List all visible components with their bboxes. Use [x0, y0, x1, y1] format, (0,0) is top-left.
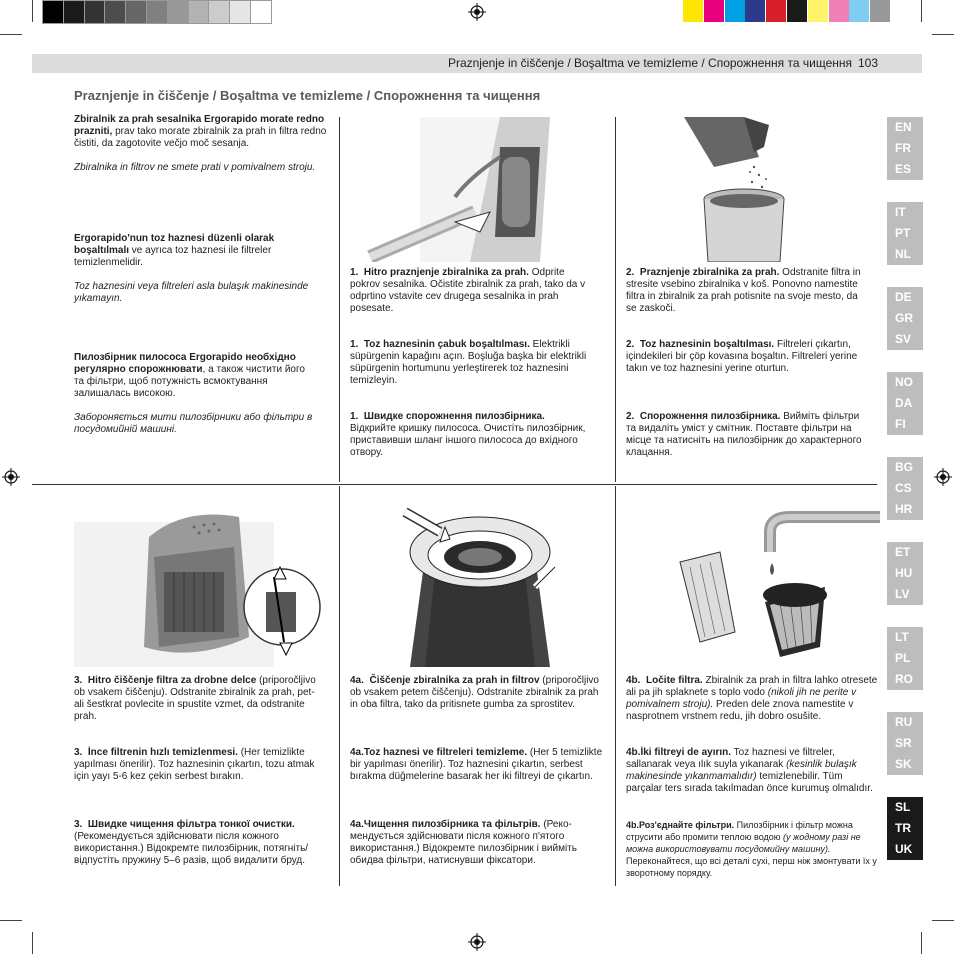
language-code: DA [895, 396, 913, 410]
crop-mark [921, 0, 922, 22]
language-code: PT [895, 226, 911, 240]
step-4b-sl: 4b. Ločite filtra. Zbiralnik za prah in filtra lahko otresete ali pa jih splaknete s toplo vodo (nikoli jih ne perite v pomivalnem stroju). Preden dele znova namestite v nasprotnem vrstnem redu, jih dobro osušite. [626, 675, 878, 722]
color-swatch [829, 0, 849, 22]
step-2-uk: 2. Спорожнення пилозбірника. Вийміть фільтри та видаліть уміст у смітник. Поставте фільтри на місце та натисніть на пилозбірник до характерного клацання. [626, 411, 862, 458]
color-swatch [725, 0, 745, 22]
step-1-uk: 1. Швидке спорожнення пилозбірника. Відкрийте кришку пилососа. Очистіть пилозбірник, приставивши шланг іншого пилососа до вхідного отвору. [350, 411, 586, 458]
language-group-tab[interactable] [887, 542, 923, 605]
language-code: IT [895, 205, 906, 219]
language-code: LV [895, 587, 910, 601]
column-divider [339, 117, 340, 482]
step-2-sl: 2. Praznjenje zbiralnika za prah. Odstranite filtra in stresite vsebino zbiralnika v koš. Ponovno namestite filtra in zbiralnik za prah potisnite na svoje mesto, da se zaskoči. [626, 267, 861, 314]
language-code: FI [895, 417, 906, 431]
language-code: RU [895, 715, 913, 729]
gray-swatch [250, 0, 272, 24]
language-code: HR [895, 502, 913, 516]
step-3-uk: 3. Швидке чищення фільтра тонкої очистки. (Рекомендується здійснювати після кожного використання.) Відокремте пилозбірник, потягніть/відпустіть пружину 5–6 разів, щоб видалити бруд. [74, 819, 309, 866]
crop-mark [932, 920, 954, 921]
step-2-tr: 2. Toz haznesinin boşaltılması. Filtreleri çıkartın, içindekileri bir çöp kovasına boşaltın. Filtreleri yerine takın ve toz haznesini yerine oturtun. [626, 339, 858, 374]
illustration-fine-filter-spring [74, 497, 330, 667]
step-4a-uk: 4a.Чищення пилозбірника та фільтрів. (Реко-мендується здійснювати після кожного п'ятого використання.) Відокремте пилозбірник і вийміть обидва фільтри, натиснувши фіксатори. [350, 819, 577, 866]
crop-mark [32, 0, 33, 22]
gray-swatch [146, 0, 168, 24]
crop-mark [932, 34, 954, 35]
illustration-filter-release [385, 497, 575, 667]
registration-mark-icon [2, 468, 20, 486]
language-code: DE [895, 290, 912, 304]
gray-swatch [188, 0, 210, 24]
language-code: ET [895, 545, 911, 559]
color-swatch [870, 0, 890, 22]
gray-swatch [125, 0, 147, 24]
gray-swatch [208, 0, 230, 24]
language-code: HU [895, 566, 913, 580]
language-group-tab[interactable] [887, 457, 923, 520]
language-code: FR [895, 141, 911, 155]
column-divider [339, 486, 340, 886]
language-code: SK [895, 757, 912, 771]
language-group-tab[interactable] [887, 287, 923, 350]
running-header-text: Praznjenje in čiščenje / Boşaltma ve temizleme / Спорожнення та чищення [447, 56, 852, 70]
color-swatch [808, 0, 828, 22]
color-swatch [745, 0, 765, 22]
intro-uk-note: Забороняється мити пилозбірники або фільтри в посудомийній машині. [74, 412, 313, 435]
step-1-sl: 1. Hitro praznjenje zbiralnika za prah. Odprite pokrov sesalnika. Očistite zbiralnik za prah, tako da v odprtino vstavite cev drugega sesalnika in prah posesate. [350, 267, 586, 314]
language-code: SL [895, 800, 911, 814]
step-4a-tr: 4a.Toz haznesi ve filtreleri temizleme. (Her 5 temizlikte bir yapılması önerilir). Toz haznesini çıkartın, serbest bırakma düğmelerine basarak her iki filtreyi de çıkartın. [350, 747, 603, 782]
intro-sl-bold: Zbiralnik za prah sesalnika Ergorapido morate redno prazniti, [74, 114, 325, 137]
page-title: Praznjenje in čiščenje / Boşaltma ve temizleme / Спорожнення та чищення [74, 88, 541, 103]
language-code: PL [895, 651, 911, 665]
column-divider [615, 117, 616, 482]
language-code: UK [895, 842, 913, 856]
illustration-empty-into-bin [684, 117, 804, 262]
step-4a-sl: 4a. Čiščenje zbiralnika za prah in filtrov (priporočljivo ob vsakem petem čiščenju). Odstranite zbiralnik za prah in oba filtra, tako da pritisnete gumba za sprostitev. [350, 675, 599, 710]
crop-mark [921, 932, 922, 954]
intro-sl [74, 114, 330, 150]
language-group-tab[interactable] [887, 372, 923, 435]
language-code: NL [895, 247, 911, 261]
language-code: TR [895, 821, 911, 835]
gray-swatch [84, 0, 106, 24]
gray-swatch [229, 0, 251, 24]
intro-sl-text: prav tako morate zbiralnik za prah in filtra redno čistiti, da zagotovite večjo moč sesanja. [74, 126, 327, 149]
intro-sl-note: Zbiralnika in filtrov ne smete prati v pomivalnem stroju. [74, 162, 316, 173]
page-number: 103 [857, 56, 878, 70]
language-code: SV [895, 332, 912, 346]
column-divider [615, 486, 616, 886]
registration-mark-icon [468, 3, 486, 21]
language-code: GR [895, 311, 913, 325]
illustration-filters-rinse [670, 497, 880, 667]
language-code: BG [895, 460, 913, 474]
step-4b-uk: 4b.Роз'єднайте фільтри. Пилозбірник і фільтр можна струсити або промити теплою водою (у жодному разі не можна використовувати посудомийну машину). Переконайтеся, що всі деталі сухі, перш ніж змонтувати їх у зворотному порядку. [626, 820, 877, 878]
language-group-tab[interactable] [887, 712, 923, 775]
intro-tr-bold: Ergorapido'nun toz haznesi düzenli olarak boşaltılmalı [74, 233, 275, 256]
running-header [32, 54, 922, 73]
registration-mark-icon [934, 468, 952, 486]
illustration-open-lid-vacuum [350, 117, 606, 262]
intro-uk [74, 352, 314, 400]
gray-swatch [104, 0, 126, 24]
language-group-tab[interactable] [887, 627, 923, 690]
language-code: NO [895, 375, 913, 389]
language-code: SR [895, 736, 912, 750]
gray-swatch [167, 0, 189, 24]
step-3-tr: 3. İnce filtrenin hızlı temizlenmesi. (Her temizlikte yapılması önerilir). Toz haznesinin çıkartın, tozu atmak için yayı 5-6 kez çekin serbest bırakın. [74, 747, 315, 782]
crop-mark [0, 34, 22, 35]
intro-tr [74, 233, 314, 269]
color-swatch [704, 0, 724, 22]
row-divider [32, 484, 877, 485]
step-3-sl: 3. Hitro čiščenje filtra za drobne delce (priporočljivo ob vsakem čiščenju). Odstranite zbiralnik za prah, pet- ali šestkrat povlecite in spustite vzmet, da odstranite prah. [74, 675, 316, 722]
language-code: ES [895, 162, 912, 176]
gray-swatch [42, 0, 64, 24]
language-code: LT [895, 630, 909, 644]
intro-uk-text: , а також чистити його та фільтри, щоб потужність всмоктування залишалась високою. [74, 364, 305, 399]
gray-swatch [63, 0, 85, 24]
color-swatch [787, 0, 807, 22]
language-group-tab[interactable] [887, 797, 923, 860]
step-4b-tr: 4b.İki filtreyi de ayırın. Toz haznesi ve filtreler, sallanarak veya ılık suyla yıkanarak (kesinlik bulaşık makinesinde yıkanmamalıdır) temizlenebilir. Tüm parçalar ters sırada takılmadan önce kurumuş olmalıdır. [626, 747, 873, 794]
color-swatch [766, 0, 786, 22]
step-1-tr: 1. Toz haznesinin çabuk boşaltılması. Elektrikli süpürgenin kapağını açın. Boşluğa başka bir elektrikli süpürgenin hortumunu yerleştirerek toz haznesini temizleyin. [350, 339, 587, 386]
intro-tr-note: Toz haznesini veya filtreleri asla bulaşık makinesinde yıkamayın. [74, 281, 309, 304]
registration-mark-icon [468, 933, 486, 951]
intro-uk-bold: Пилозбірник пилососа Ergorapido необхідно регулярно спорожнювати [74, 352, 296, 375]
color-swatch [849, 0, 869, 22]
language-group-tab[interactable] [887, 117, 923, 180]
crop-mark [32, 932, 33, 954]
intro-tr-text: ve ayrıca toz haznesi ile filtreler temizlenmelidir. [74, 245, 272, 268]
language-code: RO [895, 672, 913, 686]
color-swatch [683, 0, 703, 22]
language-code: EN [895, 120, 912, 134]
crop-mark [0, 920, 22, 921]
language-code: CS [895, 481, 912, 495]
language-group-tab[interactable] [887, 202, 923, 265]
